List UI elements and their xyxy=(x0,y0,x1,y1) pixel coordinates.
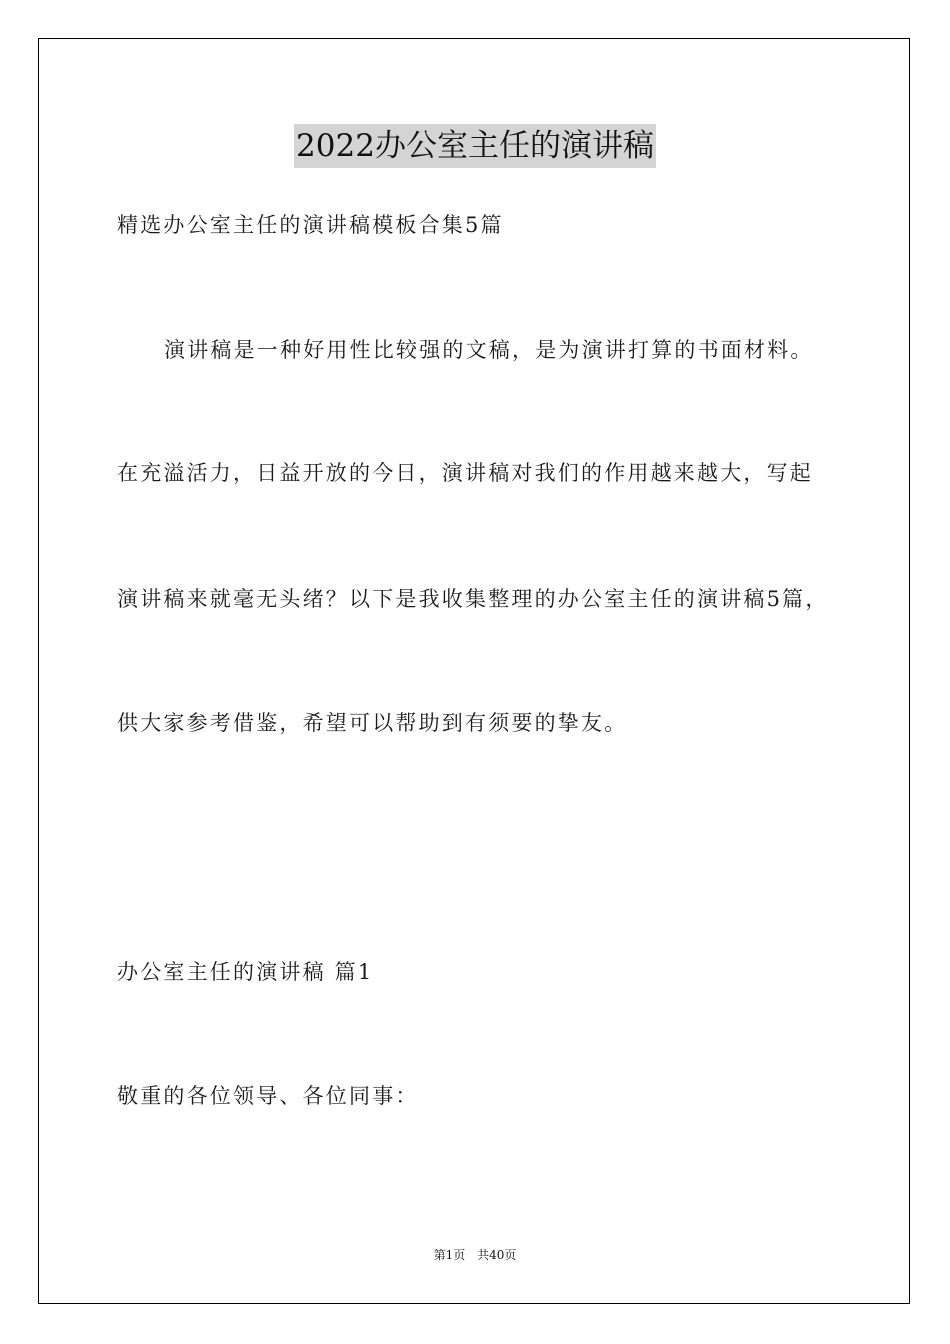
page-footer xyxy=(0,1246,950,1264)
document-subtitle: 精选办公室主任的演讲稿模板合集5篇 xyxy=(117,213,504,237)
paragraph-line-4: 供大家参考借鉴，希望可以帮助到有须要的挚友。 xyxy=(117,711,628,735)
page-number: 第1页 xyxy=(433,1248,466,1262)
paragraph-line-3: 演讲稿来就毫无头绪？以下是我收集整理的办公室主任的演讲稿5篇， xyxy=(117,587,829,611)
title-container xyxy=(0,124,950,168)
paragraph-line-1: 演讲稿是一种好用性比较强的文稿，是为演讲打算的书面材料。 xyxy=(164,338,814,362)
greeting-line: 敬重的各位领导、各位同事： xyxy=(117,1084,419,1108)
document-title: 2022办公室主任的演讲稿 xyxy=(294,124,656,168)
section-heading: 办公室主任的演讲稿 篇1 xyxy=(117,960,374,984)
page-total: 共40页 xyxy=(477,1248,517,1262)
paragraph-line-2: 在充溢活力，日益开放的今日，演讲稿对我们的作用越来越大，写起 xyxy=(117,461,813,485)
